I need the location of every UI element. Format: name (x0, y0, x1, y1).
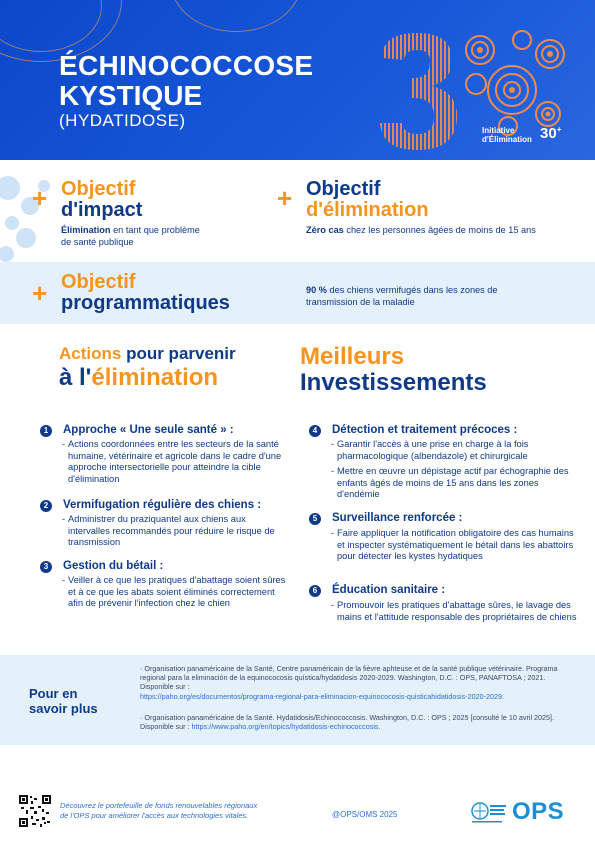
action-item-2-title-text: Vermifugation régulière des chiens : (63, 499, 262, 511)
objective-impact-word2: d'impact (61, 199, 143, 221)
objective-programmatic-desc-bold: 90 % (306, 285, 327, 295)
objective-impact-desc-bold: Élimination (61, 225, 111, 235)
action-item-4-bullet-2-text: Mettre en œuvre un dépistage actif par échographie des enfants âgés de moins de 15 ans dans les zones d'endémie (337, 466, 569, 500)
footer-promo-line2: de l'OPS pour améliorer l'accès aux technologies vitales. (60, 810, 249, 820)
best-investments-heading (300, 344, 487, 396)
objective-programmatic-word2: programmatiques (61, 292, 230, 314)
decorative-arc (170, 0, 302, 32)
best-investments-line2: Investissements (300, 369, 487, 396)
actions-heading-part1: Actions (59, 344, 122, 363)
ops-logo-text: OPS (512, 798, 565, 825)
action-item-6-bullet: - Promouvoir les pratiques d'abattage sûres, le lavage des mains et l'attitude responsable des propriétaires de chiens (331, 600, 581, 623)
action-item-1-bullet-text: Actions coordonnées entre les secteurs de la santé humaine, vétérinaire et agricole dans le cadre d'une approche intersectorielle pour atteindre la cible d'élimination (68, 439, 282, 484)
reference-2-text: · Organisation panaméricaine de la Santé. Hydatidosis/Echinococcosis. Washington, D.C. : OPS ; 2025 [consulté le 10 avril 2025]. Disponible sur : (140, 713, 555, 732)
initiative-number (540, 125, 561, 142)
best-investments-line1: Meilleurs (300, 343, 405, 370)
plus-icon: + (32, 278, 48, 308)
number-badge-icon: 2 (40, 500, 52, 512)
number-badge-icon: 6 (309, 585, 321, 597)
objective-programmatic-desc-rest: des chiens vermifugés dans les zones de (326, 285, 498, 295)
reference-2 (140, 713, 580, 731)
initiative-number-text: 30 (540, 125, 557, 142)
references-heading-line2: savoir plus (29, 701, 98, 716)
objective-programmatic (61, 272, 230, 314)
objective-elimination-desc (306, 224, 586, 236)
objective-elimination-word1: Objectif (306, 178, 381, 200)
reference-1 (140, 664, 580, 701)
action-item-3-title-text: Gestion du bétail : (63, 560, 164, 572)
action-item-4-bullet-1: - Garantir l'accès à une prise en charge à la fois pharmacologique (albendazole) et chirurgicale (331, 439, 581, 462)
qr-code-icon[interactable] (19, 795, 51, 827)
action-item-1-title-text: Approche « Une seule santé » : (63, 424, 234, 436)
reference-1-link[interactable]: https://paho.org/es/documentos/programa-regional-para-eliminacion-equinococosis-quisticahidatidosis-2020-2029. (140, 691, 504, 701)
initiative-label-line2: d'Élimination (482, 135, 532, 144)
action-item-3-bullet: - Veiller à ce que les pratiques d'abattage soient sûres et à ce que les abats soient éliminés correctement afin de prévenir l'infection chez le chien (62, 575, 286, 609)
action-item-4-bullet-2: - Mettre en œuvre un dépistage actif par échographie des enfants âgés de moins de 15 ans dans les zones d'endémie (331, 466, 581, 501)
objective-impact-word1: Objectif (61, 178, 136, 200)
reference-1-text: · Organisation panaméricaine de la Santé, Centre panaméricain de la fièvre aphteuse et de la santé publique vétérinaire. Programa regional para la eliminación de la equinococosis quística/hydatidosis 2020-2029. Washington, D.C. : OPS, PANAFTOSA ; 2021. Disponible sur : (140, 664, 558, 692)
reference-2-link[interactable]: https://www.paho.org/en/topics/hydatidosis-echinococcosis. (191, 722, 381, 732)
plus-icon: + (32, 183, 48, 213)
actions-heading (59, 344, 236, 392)
action-item-4-title-text: Détection et traitement précoces : (332, 424, 518, 436)
objective-impact-desc (61, 224, 261, 248)
number-badge-icon: 5 (309, 513, 321, 525)
action-item-2-bullet: - Administrer du praziquantel aux chiens aux intervalles recommandés pour réduire le risque de transmission (62, 514, 287, 549)
action-item-6-title-text: Éducation sanitaire : (332, 584, 446, 596)
page-title-line2: KYSTIQUE (59, 80, 203, 111)
page-subtitle: (HYDATIDOSE) (59, 111, 186, 130)
action-item-5-bullet-text: Faire appliquer la notification obligatoire des cas humains et inspecter systématiquement le bétail dans les abattoirs pour détecter les kystes hydatiques (337, 528, 574, 562)
page-title-line1: ÉCHINOCOCCOSE (59, 50, 314, 81)
action-item-4-bullet-1-text: Garantir l'accès à une prise en charge à la fois pharmacologique (albendazole) et chirurgicale (337, 439, 529, 461)
initiative-label (482, 126, 532, 144)
action-item-5-title-text: Surveillance renforcée : (332, 512, 463, 524)
objective-elimination-desc-bold: Zéro cas (306, 225, 344, 235)
objective-programmatic-desc (306, 284, 576, 308)
action-item-1-bullet: - Actions coordonnées entre les secteurs de la santé humaine, vétérinaire et agricole dans le cadre d'une approche intersectorielle pour atteindre la cible d'élimination (62, 439, 287, 485)
number-badge-icon: 3 (40, 561, 52, 573)
objective-elimination (306, 179, 429, 221)
references-heading-line1: Pour en (29, 686, 78, 701)
actions-heading-part3: à l' (59, 364, 92, 391)
action-item-6-bullet-text: Promouvoir les pratiques d'abattage sûres, le lavage des mains et l'attitude responsable des propriétaires de chiens (337, 600, 577, 622)
plus-icon: + (277, 183, 293, 213)
header-banner (0, 0, 595, 160)
paho-emblem-icon (470, 800, 508, 826)
actions-heading-part4: élimination (91, 364, 219, 391)
footer-promo-line1: Découvrez le portefeuille de fonds renouvelables régionaux (60, 801, 258, 810)
action-item-3-bullet-text: Veiller à ce que les pratiques d'abattage soient sûres et à ce que les abats soient éliminés correctement afin de prévenir l'infection chez le chien (68, 575, 286, 609)
number-badge-icon: 1 (40, 425, 52, 437)
references-heading (29, 686, 98, 716)
footer-handle: @OPS/OMS 2025 (332, 810, 398, 819)
objective-impact (61, 179, 142, 221)
initiative-plus: + (556, 125, 562, 134)
initiative-label-line1: Initiative (482, 126, 515, 135)
action-item-2-bullet-text: Administrer du praziquantel aux chiens aux intervalles recommandés pour réduire le risque de transmission (68, 514, 275, 548)
footer-promo (60, 801, 290, 820)
objective-elimination-desc-rest: chez les personnes âgées de moins de 15 ans (343, 225, 536, 235)
objective-impact-desc-rest: en tant que problème (110, 225, 200, 235)
actions-heading-part2: pour parvenir (121, 344, 236, 363)
objective-programmatic-desc-line2: transmission de la maladie (306, 297, 415, 307)
objective-programmatic-word1: Objectif (61, 271, 136, 293)
number-badge-icon: 4 (309, 425, 321, 437)
objective-elimination-word2: d'élimination (306, 199, 429, 221)
action-item-5-bullet: - Faire appliquer la notification obligatoire des cas humains et inspecter systématiquement le bétail dans les abattoirs pour détecter les kystes hydatiques (331, 528, 581, 563)
objective-impact-desc-line2: de santé publique (61, 237, 134, 247)
